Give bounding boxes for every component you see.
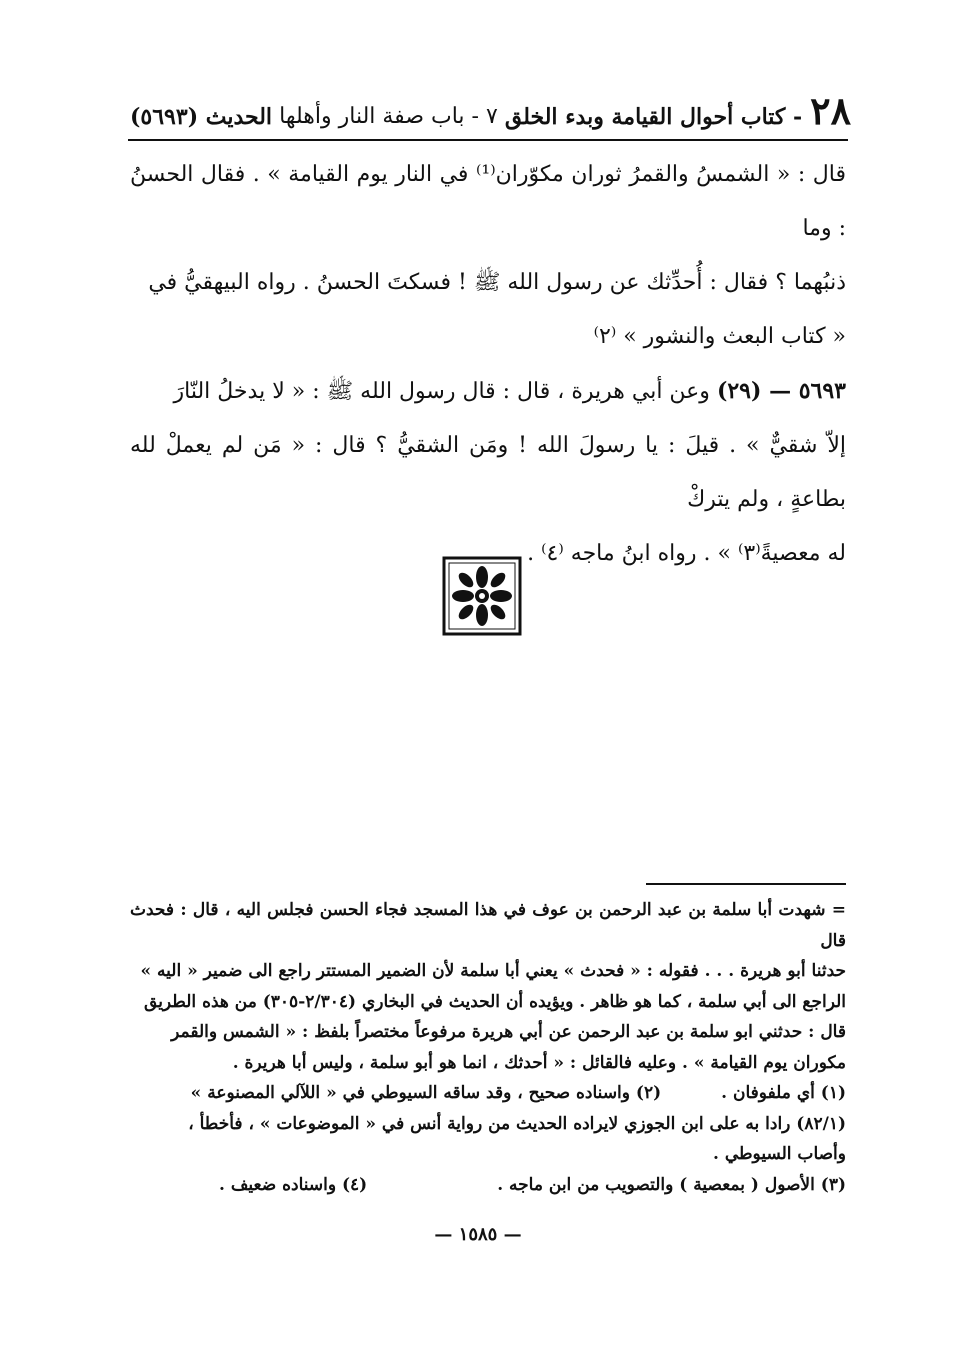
footnote-rule [646,883,846,885]
footnote-line: مكوران يوم القيامة » . وعليه فالقائل : « أحدثك ، انما هو أبو سلمة ، وليس أبا هريرة . [232,1052,846,1073]
chapter-number: ٢٨ [810,88,851,133]
chapter-title: - كتاب أحوال القيامة وبدء الخلق [504,103,803,130]
hadith-first-line [130,364,846,419]
text-line: إلاّ شقيٌّ » . قيلَ : يا رسولَ الله ! ومَن الشقيُّ ؟ قال : « مَن لم يعملْ لله بطاعةٍ ، ولم يتركْ [130,433,846,512]
main-text [130,148,846,581]
page-number: — ١٥٨٥ — [434,1224,522,1245]
hadith-number: ٥٦٩٣ — (٢٩) [716,378,846,404]
chapter-heading [504,88,851,133]
text-line: له معصيةً⁽٣⁾ » . رواه ابنُ ماجه ⁽٤⁾ . [527,541,846,566]
text-line: « كتاب البعث والنشور » ⁽٢⁾ [593,324,846,349]
footnote-4: (٤) واسناده ضعيف . [218,1174,368,1195]
footnote-row [130,1078,846,1109]
section-title: ٧ - باب صفة النار وأهلها [279,103,498,129]
footnote-line: وأصاب السيوطي . [713,1144,846,1164]
header-rule [128,139,848,141]
running-header [130,80,851,133]
floral-ornament-icon [442,556,522,636]
text-line: وعن أبي هريرة ، قال : قال رسول الله ﷺ : « لا يدخلُ النّارَ [173,379,710,404]
footnote-line: الراجع الى أبي سلمة ، كما هو ظاهر . ويؤيده أن الحديث في البخاري (٢/٣٠٤-٣٠٥) من هذه الطريق [144,991,846,1012]
hadith-reference: الحديث (٥٦٩٣) [130,103,273,130]
footnote-1: (١) أي ملفوفان . [721,1083,846,1103]
footnote-row [130,1170,846,1201]
footnote-line: = شهدت أبا سلمة بن عبد الرحمن بن عوف في هذا المسجد فجاء الحسن فجلس اليه ، قال : فحدث قال [130,900,846,951]
footnote-line: حدثنا أبو هريرة . . . فقوله : « فحدث » يعني أبا سلمة لأن الضمير المستتر راجع الى ضمير « اليه » [140,961,846,981]
footnote-2: (٢) واسناده صحيح ، وقد ساقه السيوطي في « اللآلي المصنوعة » [190,1083,662,1103]
footnotes [130,895,846,1200]
text-line: قال : « الشمسُ والقمرُ ثوران مكوّران⁽¹⁾ في النار يوم القيامة » . فقال الحسنُ : وما [130,162,846,241]
text-line: ذنبُهما ؟ فقال : أُحدِّثك عن رسول الله ﷺ ! فسكتَ الحسنُ . رواه البيهقيُّ في [148,270,846,295]
footnote-line: قال : حدثني ابو سلمة بن عبد الرحمن عن أبي هريرة مرفوعاً مختصراً بلفظ : « الشمس والقمر [171,1022,846,1042]
footnote-line: (٨٢/١) رادا به على ابن الجوزي لايراده الحديث من رواية أنس في « الموضوعات » ، فأخطأ ، [188,1113,846,1134]
footnote-3: (٣) الأصول ( بمعصية ) والتصويب من ابن ماجه . [497,1174,846,1195]
